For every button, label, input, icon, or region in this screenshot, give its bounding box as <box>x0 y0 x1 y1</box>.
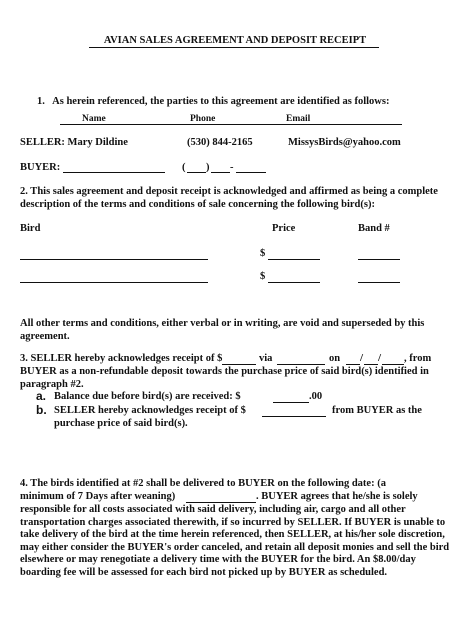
column-email-header: Email <box>286 114 311 124</box>
column-band-header: Band # <box>358 223 390 234</box>
receipt-text-tail: from BUYER as the <box>332 405 422 416</box>
column-bird-header: Bird <box>20 223 41 234</box>
deposit-amount-field[interactable] <box>222 364 256 365</box>
balance-due-text: Balance due before bird(s) are received: $ <box>54 391 241 402</box>
section-3-line-1a: 3. SELLER hereby acknowledges receipt of $ <box>20 353 223 364</box>
deposit-date-day-field[interactable] <box>364 364 378 365</box>
balance-due-field[interactable] <box>273 402 309 403</box>
price-row-2-field[interactable] <box>268 282 320 283</box>
seller-phone: (530) 844-2165 <box>187 137 253 148</box>
seller-label: SELLER: Mary Dildine <box>20 137 128 148</box>
receipt-text-line-2: purchase price of said bird(s). <box>54 418 188 429</box>
item-b-marker: b. <box>36 403 47 417</box>
section-3-line-3: paragraph #2. <box>20 379 84 390</box>
receipt-text: SELLER hereby acknowledges receipt of $ <box>54 405 246 416</box>
void-clause-text: All other terms and conditions, either verbal or in writing, are void and superseded by this agreement. <box>20 318 425 342</box>
column-price-header: Price <box>272 223 296 234</box>
section-4-body: responsible for all costs associated with said delivery, including air, cargo and all other transportation charges associated therewith, if so incurred by SELLER. If BUYER is unable to take delivery of the bird at the time herein referenced, then SELLER, at his/her sole discretion, may either consider the BUYER's order canceled, and retain all deposit monies and sell the bird elsewhere or may renegotiate a delivery time with the BUYER for the bird. An $8.00/day boarding fee will be assessed for each bird not picked up by BUYER as scheduled. <box>20 504 450 578</box>
buyer-prefix-field[interactable] <box>211 172 230 173</box>
section-3-line-2: BUYER as a non-refundable deposit towards the purchase price of said bird(s) identified in <box>20 366 429 377</box>
buyer-area-code-field[interactable] <box>187 172 206 173</box>
column-name-header: Name <box>82 114 106 124</box>
price-row-1-currency: $ <box>260 248 266 259</box>
deposit-date-month-field[interactable] <box>346 364 360 365</box>
price-row-2-currency: $ <box>260 271 266 282</box>
deposit-date-year-field[interactable] <box>382 364 404 365</box>
buyer-phone-dash: - <box>230 162 234 173</box>
section-3-on: on <box>329 353 341 364</box>
price-row-1-field[interactable] <box>268 259 320 260</box>
deposit-method-field[interactable] <box>277 364 325 365</box>
section-2-text: 2. This sales agreement and deposit receipt is acknowledged and affirmed as being a complete description of the terms and conditions of sale concerning the following bird(s): <box>20 186 438 210</box>
seller-email: MissysBirds@yahoo.com <box>288 137 401 148</box>
title-underline <box>89 47 379 48</box>
buyer-name-field[interactable] <box>63 172 165 173</box>
section-3-via: via <box>259 353 273 364</box>
buyer-phone-open-paren: ( <box>182 162 186 173</box>
section-4-line-2a: minimum of 7 Days after weaning) <box>20 491 176 502</box>
column-phone-header: Phone <box>190 114 216 124</box>
item-a-marker: a. <box>36 389 47 403</box>
section-4-line-1: 4. The birds identified at #2 shall be delivered to BUYER on the following date: (a <box>20 478 386 489</box>
date-separator-1: / <box>360 352 364 364</box>
bird-row-1-field[interactable] <box>20 259 208 260</box>
delivery-date-field[interactable] <box>186 502 256 503</box>
bird-row-2-field[interactable] <box>20 282 208 283</box>
document-title: AVIAN SALES AGREEMENT AND DEPOSIT RECEIPT <box>103 35 367 46</box>
band-row-2-field[interactable] <box>358 282 400 283</box>
balance-due-cents: .00 <box>309 391 323 402</box>
buyer-line-number-field[interactable] <box>236 172 266 173</box>
section-1-text: 1. As herein referenced, the parties to this agreement are identified as follows: <box>37 96 390 107</box>
section-4-line-2b: . BUYER agrees that he/she is solely <box>256 491 418 502</box>
buyer-label: BUYER: <box>20 162 61 173</box>
receipt-amount-field[interactable] <box>262 416 326 417</box>
date-separator-2: / <box>378 352 382 364</box>
buyer-phone-close-paren: ) <box>206 162 210 173</box>
section-3-from: , from <box>404 353 432 364</box>
header-underline <box>60 124 402 125</box>
band-row-1-field[interactable] <box>358 259 400 260</box>
